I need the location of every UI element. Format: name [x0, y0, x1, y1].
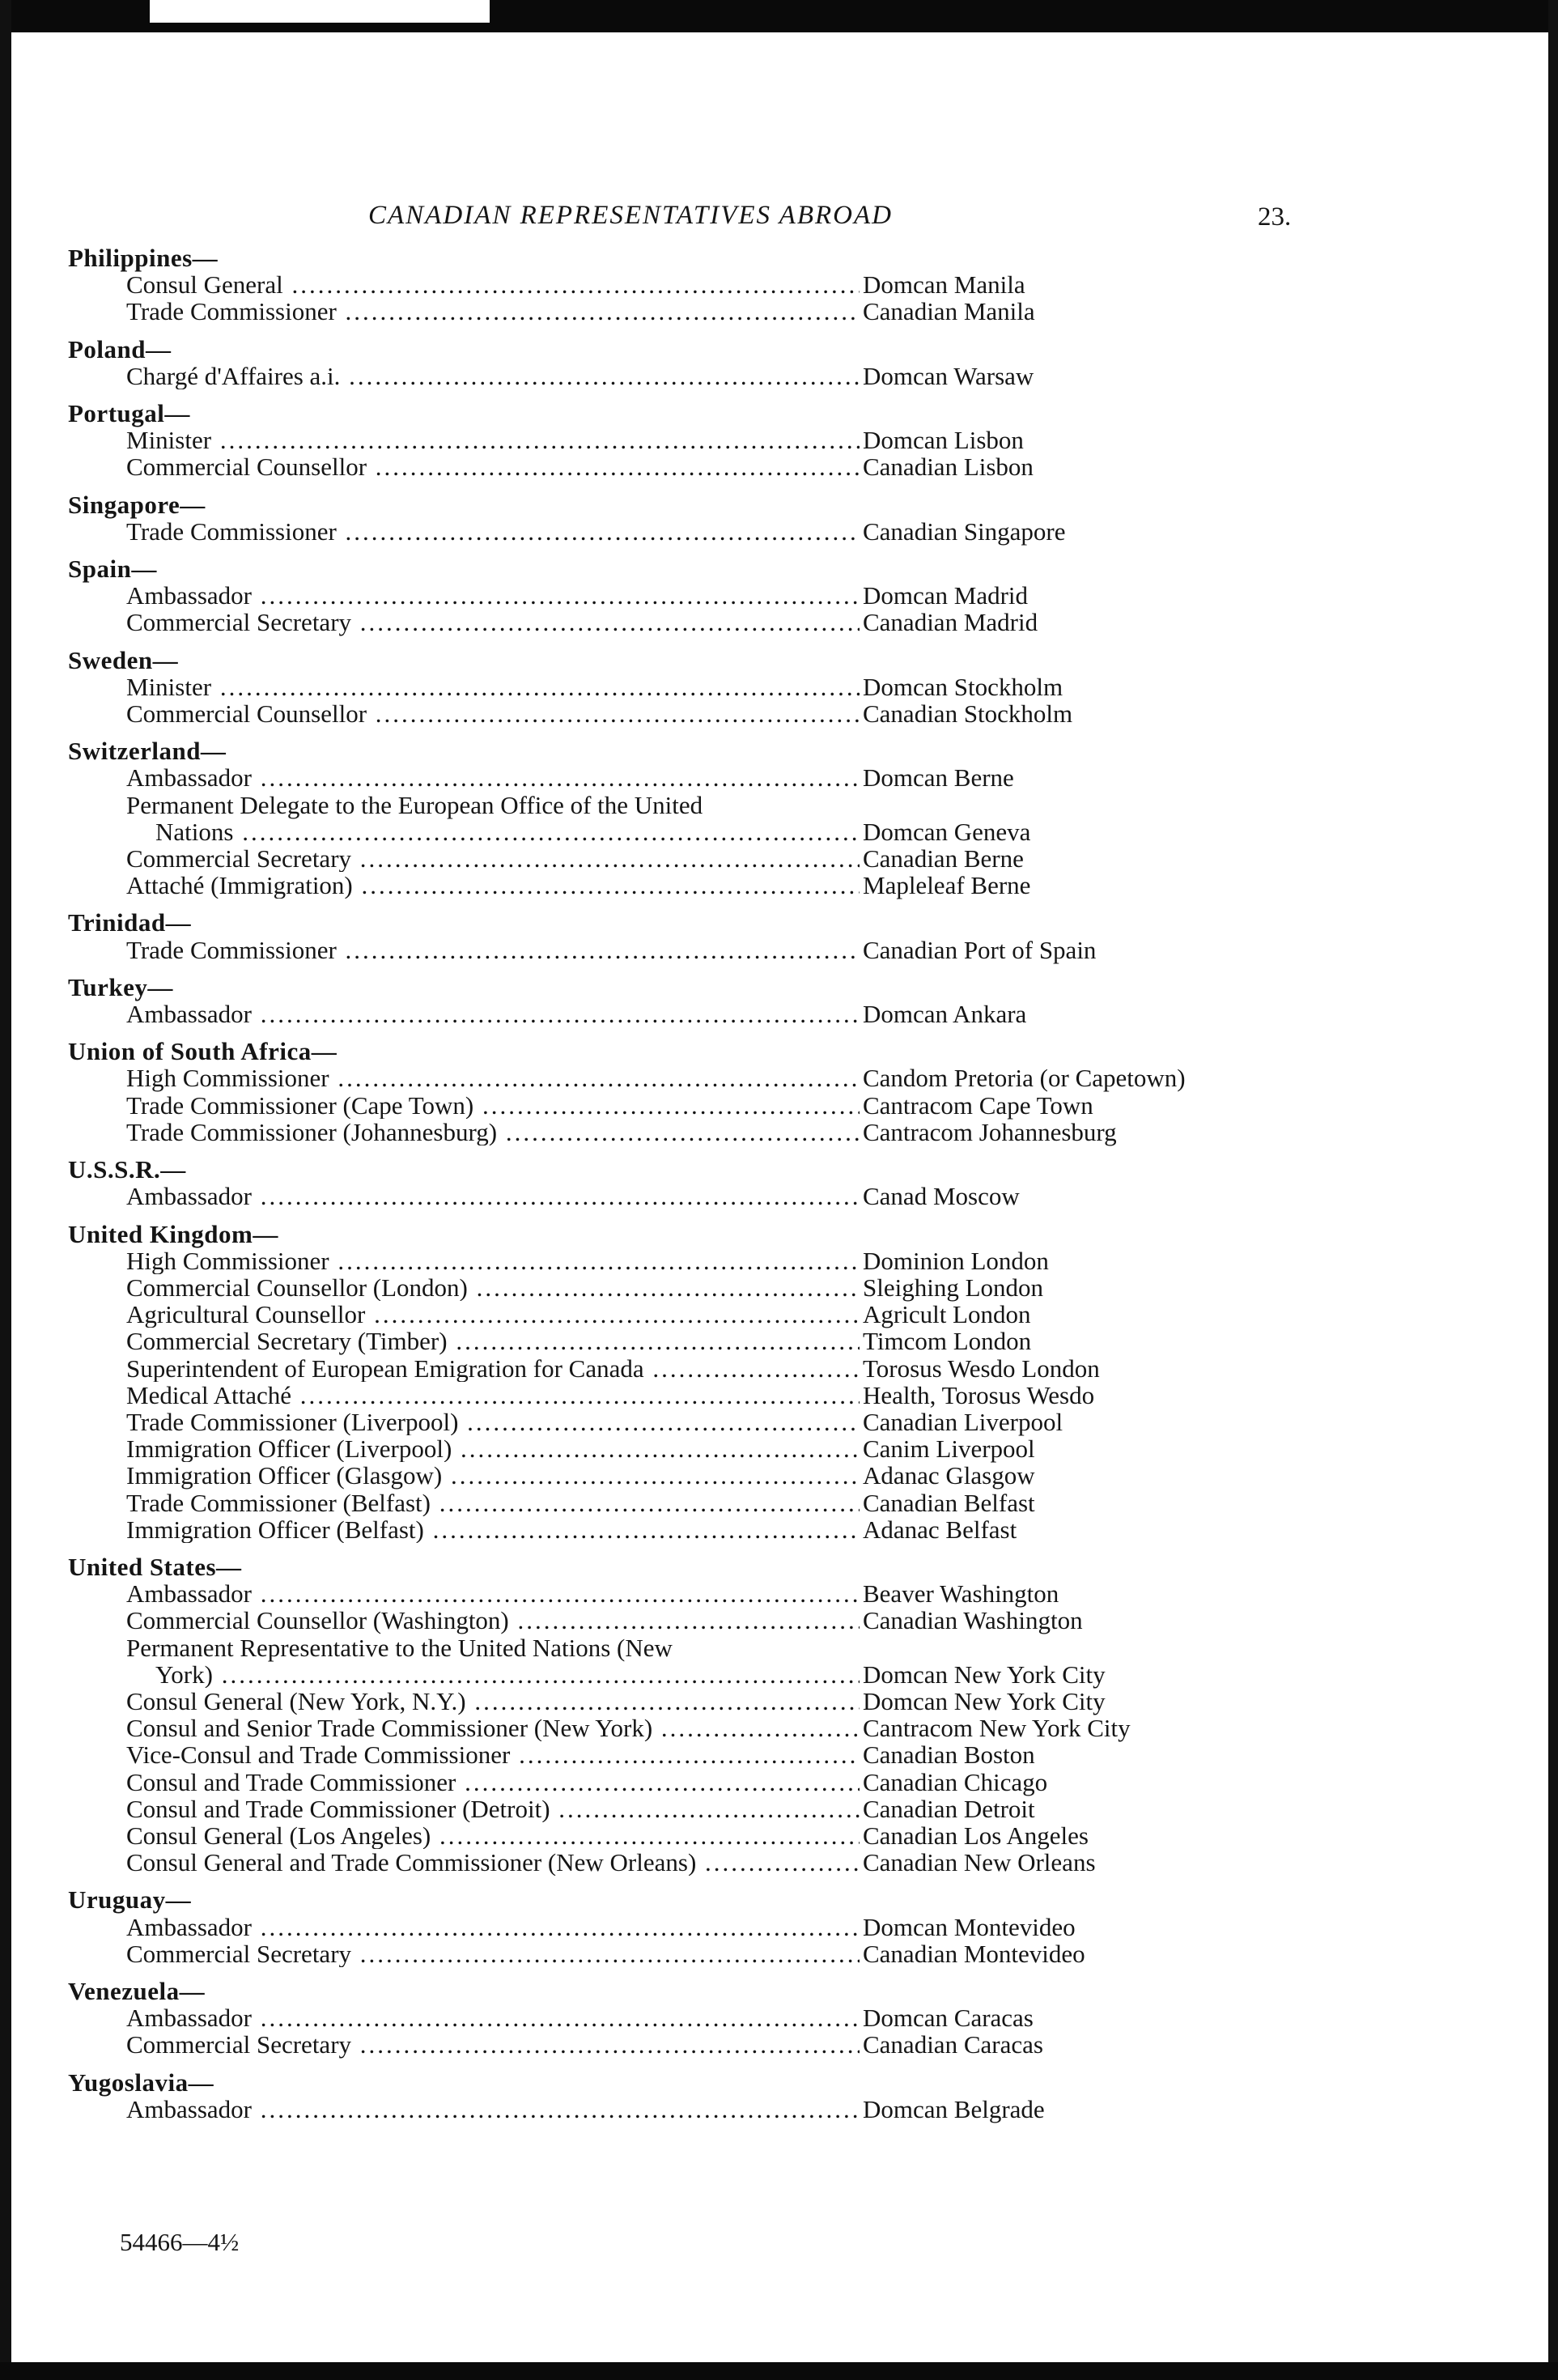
entry-title: Ambassador .....	[68, 2096, 860, 2123]
directory-entry	[68, 764, 1290, 791]
country-heading: Switzerland—	[68, 737, 227, 766]
entry-title: Consul General .....	[68, 271, 860, 298]
running-title: CANADIAN REPRESENTATIVES ABROAD	[368, 201, 893, 230]
entry-title: Commercial Counsellor (Washington) .....	[68, 1607, 860, 1634]
directory-entry	[68, 1355, 1290, 1382]
telegraphic-address: Canadian Stockholm	[863, 699, 1073, 729]
telegraphic-address: Canadian New Orleans	[863, 1848, 1096, 1877]
country-heading: Sweden—	[68, 645, 179, 674]
country-heading: Singapore—	[68, 490, 206, 519]
telegraphic-address: Torosus Wesdo London	[863, 1354, 1100, 1383]
directory-entry	[68, 1769, 1290, 1796]
country-heading: Philippines—	[68, 244, 219, 272]
directory-entry	[68, 1516, 1290, 1543]
telegraphic-address: Domcan New York City	[863, 1660, 1106, 1689]
telegraphic-address: Domcan Madrid	[863, 581, 1029, 610]
directory-entry	[68, 1796, 1290, 1822]
entry-title: Commercial Counsellor (London) .....	[68, 1274, 860, 1301]
country-section	[68, 1156, 1290, 1209]
country-heading: Portugal—	[68, 399, 190, 428]
country-heading: Union of South Africa—	[68, 1037, 337, 1066]
directory-entry	[68, 1382, 1290, 1409]
directory-entry	[68, 1119, 1290, 1145]
directory-entry	[68, 2004, 1290, 2031]
country-heading: Venezuela—	[68, 1976, 206, 2005]
representatives-directory	[68, 244, 1290, 2133]
entry-title: Consul General and Trade Commissioner (New Orleans) .....	[68, 1849, 860, 1876]
directory-entry	[68, 1715, 1290, 1741]
directory-entry	[68, 1092, 1290, 1119]
country-section	[68, 974, 1290, 1027]
entry-title: Immigration Officer (Liverpool) .....	[68, 1435, 860, 1462]
entry-title: Trade Commissioner .....	[68, 518, 860, 545]
directory-entry	[68, 298, 1290, 325]
directory-entry	[68, 1741, 1290, 1768]
country-section	[68, 909, 1290, 963]
entry-title: Trade Commissioner .....	[68, 937, 860, 963]
country-section	[68, 1553, 1290, 1876]
directory-entry	[68, 1001, 1290, 1027]
entry-title: Immigration Officer (Belfast) .....	[68, 1516, 860, 1543]
telegraphic-address: Domcan Montevideo	[863, 1912, 1076, 1941]
scan-top-tab	[150, 0, 490, 23]
entry-title: Ambassador .....	[68, 1914, 860, 1940]
telegraphic-address: Canadian Port of Spain	[863, 935, 1097, 964]
country-heading: Spain—	[68, 555, 157, 584]
directory-entry	[68, 518, 1290, 545]
entry-title: Consul General (Los Angeles) .....	[68, 1822, 860, 1849]
directory-entry	[68, 1247, 1290, 1274]
directory-entry	[68, 1328, 1290, 1354]
page-header	[0, 201, 1558, 241]
telegraphic-address: Canadian Los Angeles	[863, 1821, 1089, 1850]
telegraphic-address: Canadian Berne	[863, 844, 1024, 873]
country-heading: Uruguay—	[68, 1885, 192, 1915]
print-code: 54466—4½	[120, 2228, 240, 2256]
country-section	[68, 1886, 1290, 1967]
directory-entry	[68, 937, 1290, 963]
entry-title: Consul General (New York, N.Y.) .....	[68, 1688, 860, 1715]
directory-entry	[68, 1301, 1290, 1328]
country-heading: U.S.S.R.—	[68, 1155, 186, 1184]
telegraphic-address: Canad Moscow	[863, 1182, 1020, 1211]
directory-entry	[68, 1409, 1290, 1435]
entry-title: Trade Commissioner .....	[68, 298, 860, 325]
entry-title: Trade Commissioner (Belfast) .....	[68, 1490, 860, 1516]
telegraphic-address: Adanac Glasgow	[863, 1461, 1035, 1490]
telegraphic-address: Cantracom New York City	[863, 1714, 1131, 1743]
entry-title: Attaché (Immigration) .....	[68, 872, 860, 899]
entry-title: Commercial Secretary .....	[68, 1940, 860, 1967]
telegraphic-address: Canadian Washington	[863, 1606, 1083, 1635]
entry-title: High Commissioner .....	[68, 1065, 860, 1091]
directory-entry	[68, 1490, 1290, 1516]
entry-title: Medical Attaché .....	[68, 1382, 860, 1409]
directory-entry	[68, 818, 1290, 845]
entry-title: Vice-Consul and Trade Commissioner .....	[68, 1741, 860, 1768]
directory-entry	[68, 1274, 1290, 1301]
telegraphic-address: Canadian Detroit	[863, 1794, 1035, 1823]
telegraphic-address: Canadian Manila	[863, 297, 1035, 326]
directory-entry	[68, 1580, 1290, 1607]
directory-entry	[68, 1065, 1290, 1091]
country-section	[68, 737, 1290, 899]
entry-title: Nations .....	[68, 818, 860, 845]
telegraphic-address: Domcan Geneva	[863, 817, 1031, 846]
country-section	[68, 1221, 1290, 1543]
telegraphic-address: Cantracom Cape Town	[863, 1090, 1093, 1120]
telegraphic-address: Mapleleaf Berne	[863, 871, 1031, 900]
country-heading: Trinidad—	[68, 908, 192, 937]
directory-entry	[68, 1607, 1290, 1634]
directory-entry	[68, 2096, 1290, 2123]
telegraphic-address: Canadian Caracas	[863, 2030, 1043, 2059]
telegraphic-address: Domcan Lisbon	[863, 426, 1024, 455]
country-section	[68, 491, 1290, 545]
telegraphic-address: Domcan Ankara	[863, 1000, 1027, 1029]
entry-title: Commercial Secretary (Timber) .....	[68, 1328, 860, 1354]
entry-title: Ambassador .....	[68, 764, 860, 791]
entry-title: Trade Commissioner (Johannesburg) .....	[68, 1119, 860, 1145]
entry-title: Minister .....	[68, 427, 860, 453]
entry-title: Consul and Trade Commissioner .....	[68, 1769, 860, 1796]
entry-title: Commercial Secretary .....	[68, 609, 860, 635]
entry-title: Consul and Trade Commissioner (Detroit) .....	[68, 1796, 860, 1822]
entry-title: Ambassador .....	[68, 1580, 860, 1607]
entry-title: Ambassador .....	[68, 1183, 860, 1209]
scan-right-border	[1548, 0, 1558, 2380]
entry-title: Consul and Senior Trade Commissioner (New York) .....	[68, 1715, 860, 1741]
directory-entry	[68, 363, 1290, 389]
telegraphic-address: Beaver Washington	[863, 1579, 1059, 1609]
entry-title: Chargé d'Affaires a.i. .....	[68, 363, 860, 389]
country-section	[68, 2069, 1290, 2123]
entry-title-line: Permanent Representative to the United Nations (New	[126, 1633, 673, 1662]
telegraphic-address: Canadian Liverpool	[863, 1407, 1063, 1436]
entry-title: Commercial Counsellor .....	[68, 453, 860, 480]
country-heading: Poland—	[68, 334, 172, 363]
directory-entry	[68, 1462, 1290, 1489]
telegraphic-address: Candom Pretoria (or Capetown)	[863, 1064, 1186, 1093]
telegraphic-address: Cantracom Johannesburg	[863, 1117, 1117, 1146]
telegraphic-address: Domcan Warsaw	[863, 361, 1034, 390]
telegraphic-address: Canadian Chicago	[863, 1767, 1048, 1796]
directory-entry	[68, 1940, 1290, 1967]
entry-title: Commercial Counsellor .....	[68, 700, 860, 727]
telegraphic-address: Canadian Singapore	[863, 516, 1066, 546]
country-section	[68, 1038, 1290, 1145]
directory-entry	[68, 1849, 1290, 1876]
telegraphic-address: Domcan New York City	[863, 1686, 1106, 1715]
directory-entry	[68, 1688, 1290, 1715]
telegraphic-address: Domcan Stockholm	[863, 672, 1063, 701]
entry-title: Commercial Secretary .....	[68, 845, 860, 872]
entry-title: Minister .....	[68, 674, 860, 700]
directory-entry	[68, 1822, 1290, 1849]
directory-entry	[68, 1914, 1290, 1940]
country-heading: Turkey—	[68, 972, 173, 1001]
entry-title: Commercial Secretary .....	[68, 2031, 860, 2058]
country-section	[68, 647, 1290, 728]
entry-title: Superintendent of European Emigration for Canada .....	[68, 1355, 860, 1382]
entry-title: Trade Commissioner (Liverpool) .....	[68, 1409, 860, 1435]
telegraphic-address: Domcan Manila	[863, 270, 1025, 300]
directory-entry	[68, 1661, 1290, 1688]
country-heading: United Kingdom—	[68, 1219, 278, 1248]
telegraphic-address: Canadian Boston	[863, 1740, 1035, 1770]
telegraphic-address: Adanac Belfast	[863, 1515, 1017, 1544]
telegraphic-address: Canadian Lisbon	[863, 453, 1034, 482]
country-section	[68, 1978, 1290, 2059]
directory-entry	[68, 674, 1290, 700]
telegraphic-address: Domcan Berne	[863, 763, 1014, 793]
telegraphic-address: Canadian Belfast	[863, 1488, 1035, 1517]
telegraphic-address: Health, Torosus Wesdo	[863, 1380, 1095, 1409]
telegraphic-address: Agricult London	[863, 1300, 1031, 1329]
telegraphic-address: Canim Liverpool	[863, 1434, 1035, 1464]
directory-entry	[68, 2031, 1290, 2058]
directory-entry	[68, 1183, 1290, 1209]
directory-entry	[68, 271, 1290, 298]
entry-title: Agricultural Counsellor .....	[68, 1301, 860, 1328]
entry-title-line: Permanent Delegate to the European Office of the United	[126, 790, 703, 819]
telegraphic-address: Sleighing London	[863, 1273, 1044, 1302]
entry-title: Ambassador .....	[68, 2004, 860, 2031]
directory-entry	[68, 609, 1290, 635]
entry-title: Immigration Officer (Glasgow) .....	[68, 1462, 860, 1489]
entry-title: Ambassador .....	[68, 1001, 860, 1027]
telegraphic-address: Domcan Belgrade	[863, 2094, 1045, 2123]
telegraphic-address: Domcan Caracas	[863, 2004, 1034, 2033]
directory-entry	[68, 582, 1290, 609]
telegraphic-address: Dominion London	[863, 1246, 1049, 1275]
country-heading: Yugoslavia—	[68, 2068, 214, 2097]
directory-entry	[68, 453, 1290, 480]
directory-entry	[68, 872, 1290, 899]
scan-left-border	[0, 0, 11, 2380]
country-section	[68, 555, 1290, 636]
directory-entry	[68, 700, 1290, 727]
telegraphic-address: Canadian Montevideo	[863, 1939, 1085, 1968]
directory-entry	[68, 1435, 1290, 1462]
entry-title: Ambassador .....	[68, 582, 860, 609]
country-section	[68, 336, 1290, 389]
directory-entry	[68, 845, 1290, 872]
scan-bottom-border	[0, 2362, 1558, 2380]
country-section	[68, 244, 1290, 325]
telegraphic-address: Timcom London	[863, 1327, 1032, 1356]
country-heading: United States—	[68, 1552, 242, 1581]
directory-entry	[68, 427, 1290, 453]
entry-title: High Commissioner .....	[68, 1247, 860, 1274]
country-section	[68, 400, 1290, 481]
telegraphic-address: Canadian Madrid	[863, 608, 1038, 637]
entry-title: Trade Commissioner (Cape Town) .....	[68, 1092, 860, 1119]
page-number: 23.	[1258, 202, 1292, 232]
entry-title: York) .....	[68, 1661, 860, 1688]
